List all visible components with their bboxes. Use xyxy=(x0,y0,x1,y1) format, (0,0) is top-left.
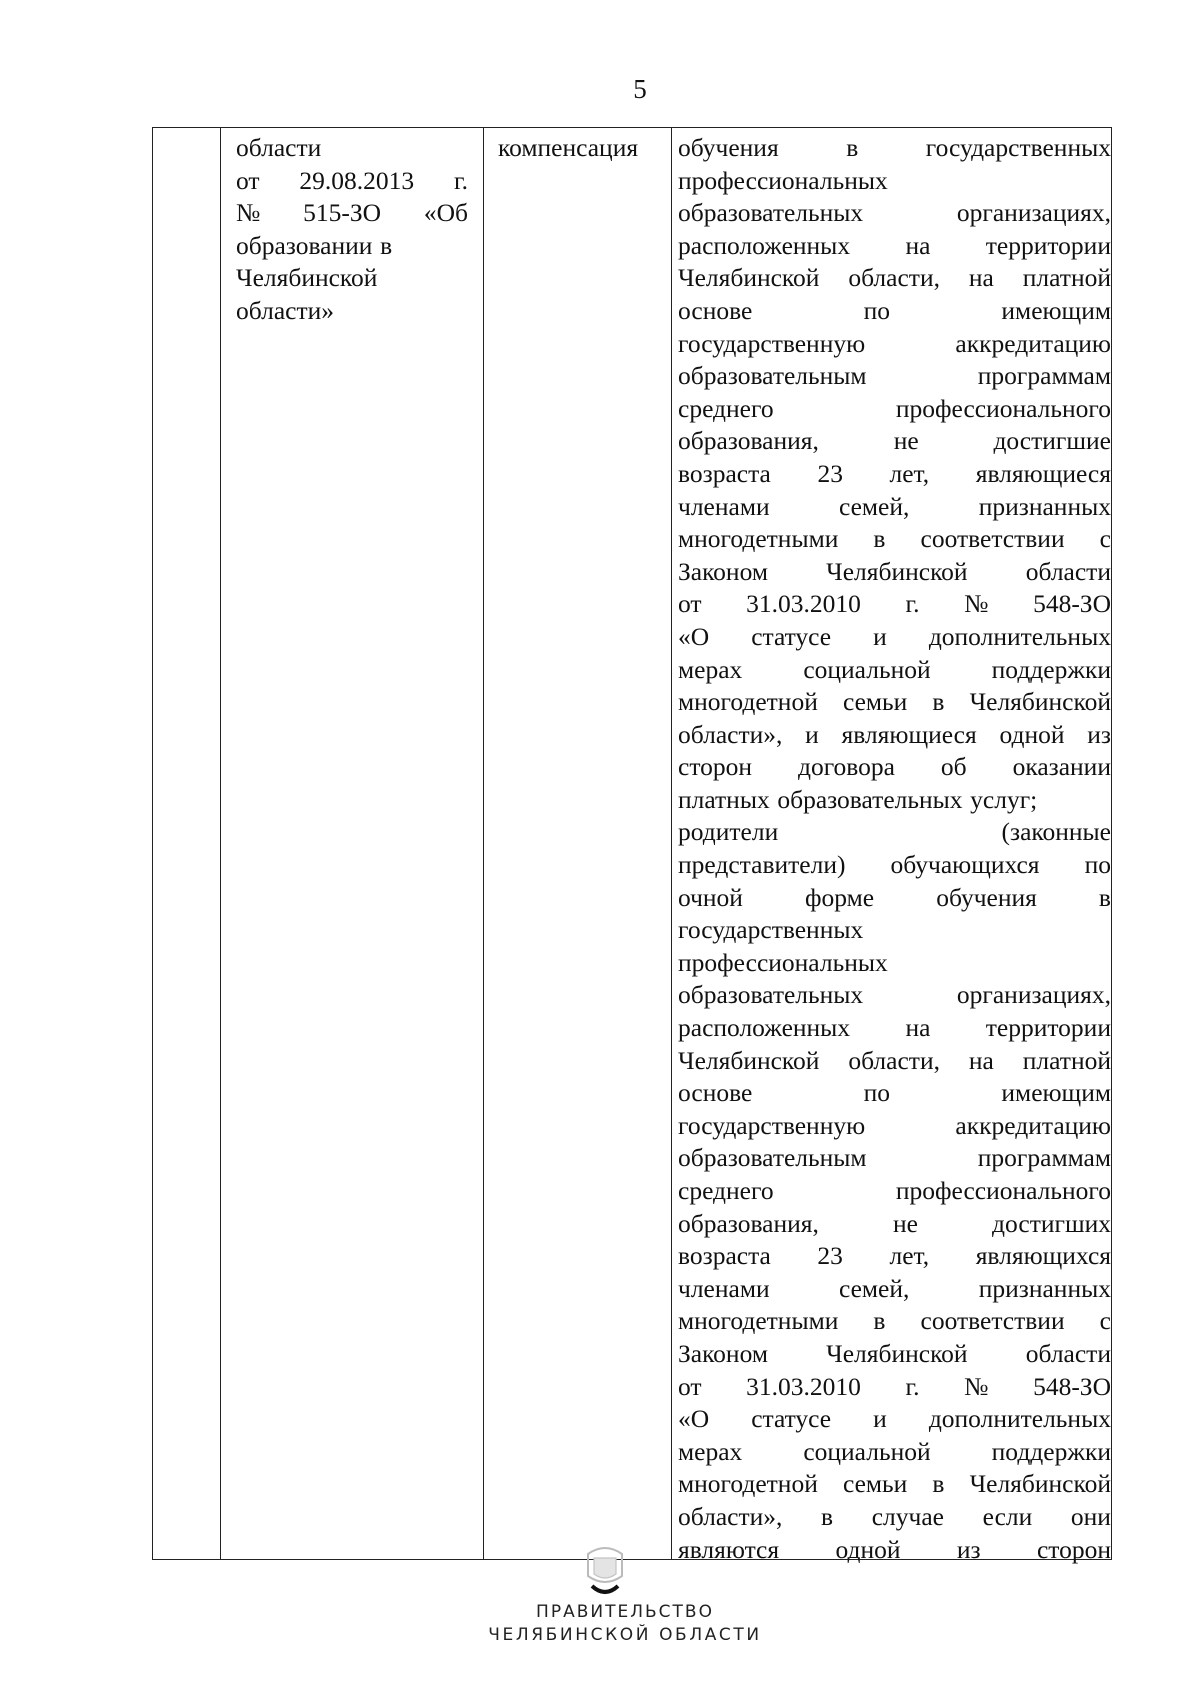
text-line: профессиональных xyxy=(678,165,888,195)
text-line: мерах социальной поддержки xyxy=(678,1436,1111,1466)
text-line: платных образовательных услуг; xyxy=(678,784,1038,814)
text-line: государственных xyxy=(678,915,864,945)
coat-of-arms-icon xyxy=(582,1540,628,1600)
text-line: основе по имеющим xyxy=(678,1078,1111,1108)
text-line: Челябинской области, на платной xyxy=(678,1045,1111,1075)
text-line: от 31.03.2010 г. № 548-ЗО xyxy=(678,1371,1111,1401)
text-line: «О статусе и дополнительных xyxy=(678,621,1111,651)
text-line: образовательным программам xyxy=(678,1143,1111,1173)
text-line: возраста 23 лет, являющиеся xyxy=(678,458,1111,488)
text-line: расположенных на территории xyxy=(678,1013,1111,1043)
column-divider-1 xyxy=(220,128,221,1559)
recipients-cell xyxy=(678,132,1111,1566)
text-line: образовательных организациях, xyxy=(678,198,1111,228)
text-line: государственную аккредитацию xyxy=(678,1110,1111,1140)
text-line: образовании в xyxy=(236,230,393,260)
text-line: мерах социальной поддержки xyxy=(678,654,1111,684)
column-divider-3 xyxy=(671,128,672,1559)
text-line: многодетными в соответствии с xyxy=(678,1306,1111,1336)
text-line: образования, не достигших xyxy=(678,1208,1111,1238)
text-line: основе по имеющим xyxy=(678,295,1111,325)
text-line: Челябинской области, на платной xyxy=(678,263,1111,293)
text-line: компенсация xyxy=(498,133,639,162)
text-line: профессиональных xyxy=(678,947,888,977)
text-line: от 29.08.2013 г. xyxy=(236,165,468,195)
text-line: области» xyxy=(236,295,334,325)
text-line: Законом Челябинской области xyxy=(678,556,1111,586)
footer-organization-line-1: ПРАВИТЕЛЬСТВО xyxy=(536,1602,714,1622)
text-line: Законом Челябинской области xyxy=(678,1338,1111,1368)
text-line: области», в случае если они xyxy=(678,1501,1111,1531)
text-line: представители) обучающихся по xyxy=(678,850,1111,880)
text-line: являются одной из сторон xyxy=(678,1534,1111,1564)
legal-basis-cell xyxy=(236,132,468,328)
text-line: возраста 23 лет, являющихся xyxy=(678,1241,1111,1271)
text-line: многодетной семьи в Челябинской xyxy=(678,687,1111,717)
text-line: Челябинской xyxy=(236,263,378,293)
text-line: среднего профессионального xyxy=(678,393,1111,423)
text-line: расположенных на территории xyxy=(678,230,1111,260)
text-line: государственную аккредитацию xyxy=(678,328,1111,358)
text-line: очной форме обучения в xyxy=(678,882,1111,912)
page-number: 5 xyxy=(633,74,647,104)
text-line: образовательным программам xyxy=(678,361,1111,391)
measure-type-cell xyxy=(498,132,668,165)
text-line: членами семей, признанных xyxy=(678,1273,1111,1303)
text-line: от 31.03.2010 г. № 548-ЗО xyxy=(678,589,1111,619)
text-line: образовательных организациях, xyxy=(678,980,1111,1010)
text-line: «О статусе и дополнительных xyxy=(678,1404,1111,1434)
text-line: образования, не достигшие xyxy=(678,426,1111,456)
text-line: членами семей, признанных xyxy=(678,491,1111,521)
text-line: многодетными в соответствии с xyxy=(678,524,1111,554)
text-line: родители (законные xyxy=(678,817,1111,847)
text-line: области xyxy=(236,133,322,162)
column-divider-2 xyxy=(483,128,484,1559)
document-table xyxy=(152,127,1112,1564)
text-line: многодетной семьи в Челябинской xyxy=(678,1469,1111,1499)
text-line: среднего профессионального xyxy=(678,1176,1111,1205)
text-line: обучения в государственных xyxy=(678,133,1111,162)
text-line: № 515-ЗО «Об xyxy=(236,198,468,228)
text-line: сторон договора об оказании xyxy=(678,752,1111,782)
footer-organization-line-2: ЧЕЛЯБИНСКОЙ ОБЛАСТИ xyxy=(488,1625,762,1645)
text-line: области», и являющиеся одной из xyxy=(678,719,1111,749)
